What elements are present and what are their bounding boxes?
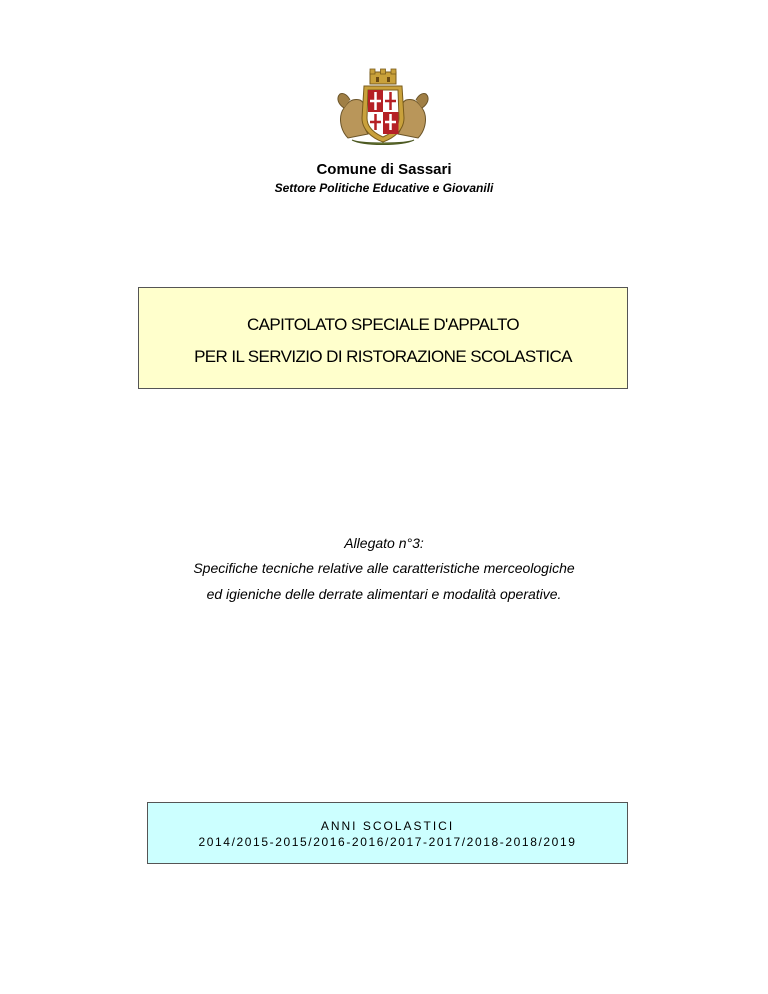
department-name: Settore Politiche Educative e Giovanili (274, 181, 494, 195)
school-years-list: 2014/2015-2015/2016-2016/2017-2017/2018-2018/2019 (198, 835, 577, 849)
title-line-2: PER IL SERVIZIO DI RISTORAZIONE SCOLASTICA (194, 347, 572, 366)
coat-of-arms-icon (330, 68, 436, 148)
organization-name: Comune di Sassari (316, 161, 452, 178)
annex-label: Allegato n°3: (344, 535, 424, 551)
school-years-box (147, 802, 628, 864)
title-box (138, 287, 628, 389)
annex-line-2: Specifiche tecniche relative alle caratteristiche merceologiche (193, 560, 575, 576)
school-years-label: ANNI SCOLASTICI (320, 819, 455, 833)
title-line-1: CAPITOLATO SPECIALE D'APPALTO (246, 315, 520, 334)
annex-line-3: ed igieniche delle derrate alimentari e modalità operative. (206, 586, 562, 602)
document-header (0, 160, 768, 196)
